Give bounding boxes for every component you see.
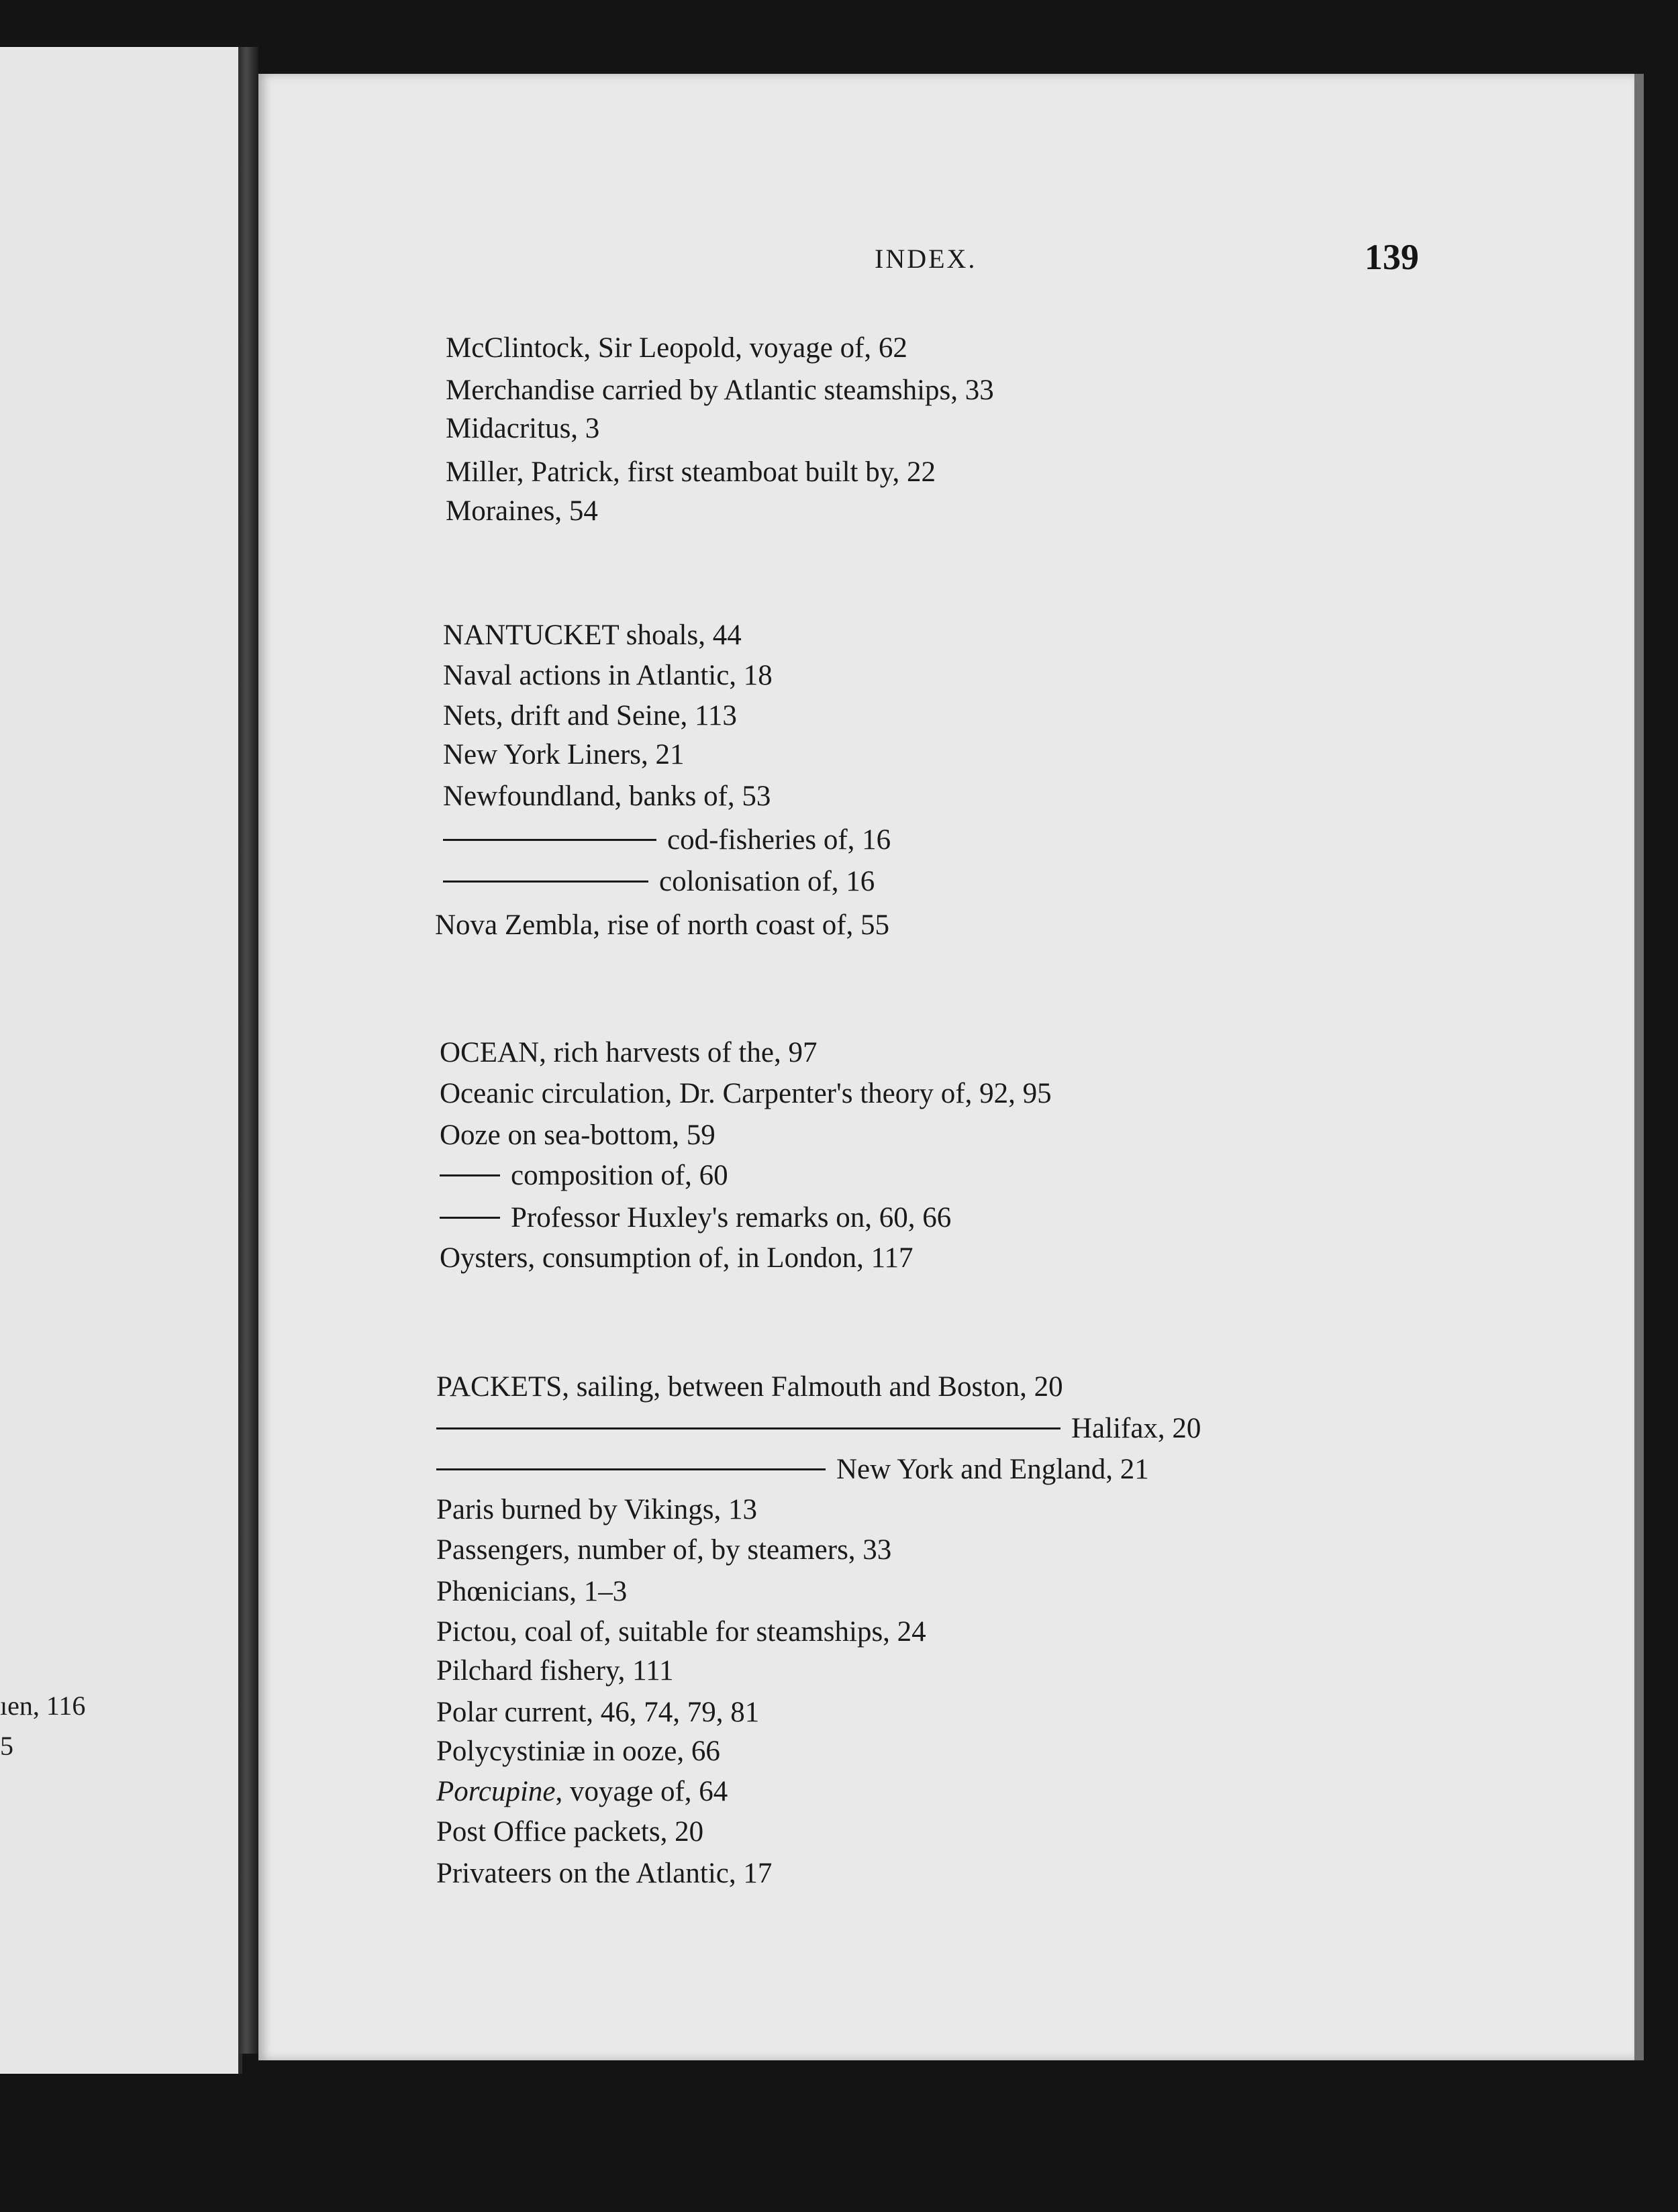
previous-page-fragment: 5 [0,1731,13,1761]
index-entry: Miller, Patrick, first steamboat built by, 22 [446,456,936,488]
index-entry: Oceanic circulation, Dr. Carpenter's theory of, 92, 95 [440,1078,1052,1109]
index-entry: Merchandise carried by Atlantic steamships, 33 [446,374,994,406]
index-page [258,74,1644,2060]
book-gutter [238,47,258,2054]
page-number: 139 [1365,237,1419,277]
ship-name: Porcupine [436,1776,556,1807]
index-entry: Ooze on sea-bottom, 59 [440,1119,715,1151]
index-entry: Pilchard fishery, 111 [436,1655,674,1687]
index-entry: Phœnicians, 1–3 [436,1576,628,1607]
index-entry: Pictou, coal of, suitable for steamships, 24 [436,1616,926,1648]
index-entry: Porcupine, voyage of, 64 [436,1776,728,1807]
running-head: INDEX. [875,244,977,274]
index-subentry: colonisation of, 16 [443,867,875,896]
index-subentry: cod-fisheries of, 16 [443,825,891,854]
index-entry: Moraines, 54 [446,495,598,527]
index-entry: PACKETS, sailing, between Falmouth and Boston, 20 [436,1371,1063,1403]
index-entry: Polar current, 46, 74, 79, 81 [436,1697,760,1728]
previous-page-fragment: ıen, 116 [0,1691,86,1721]
index-subentry: Halifax, 20 [436,1414,1201,1443]
previous-page-edge [0,47,242,2074]
index-entry: Newfoundland, banks of, 53 [443,781,771,812]
index-entry: Nova Zembla, rise of north coast of, 55 [435,909,890,941]
index-entry: Passengers, number of, by steamers, 33 [436,1534,892,1566]
index-entry: Paris burned by Vikings, 13 [436,1494,757,1525]
index-entry: Naval actions in Atlantic, 18 [443,660,773,691]
index-entry: Privateers on the Atlantic, 17 [436,1858,773,1889]
index-entry: Nets, drift and Seine, 113 [443,700,737,732]
index-entry: Polycystiniæ in ooze, 66 [436,1736,720,1767]
index-subentry: New York and England, 21 [436,1455,1149,1484]
index-entry: McClintock, Sir Leopold, voyage of, 62 [446,332,907,364]
index-entry: Post Office packets, 20 [436,1816,704,1848]
index-entry: New York Liners, 21 [443,739,685,770]
index-entry: NANTUCKET shoals, 44 [443,619,742,651]
index-subentry: Professor Huxley's remarks on, 60, 66 [440,1203,951,1232]
index-entry: Midacritus, 3 [446,413,600,444]
index-entry: OCEAN, rich harvests of the, 97 [440,1037,818,1068]
index-entry: Oysters, consumption of, in London, 117 [440,1242,914,1274]
index-subentry: composition of, 60 [440,1161,728,1190]
